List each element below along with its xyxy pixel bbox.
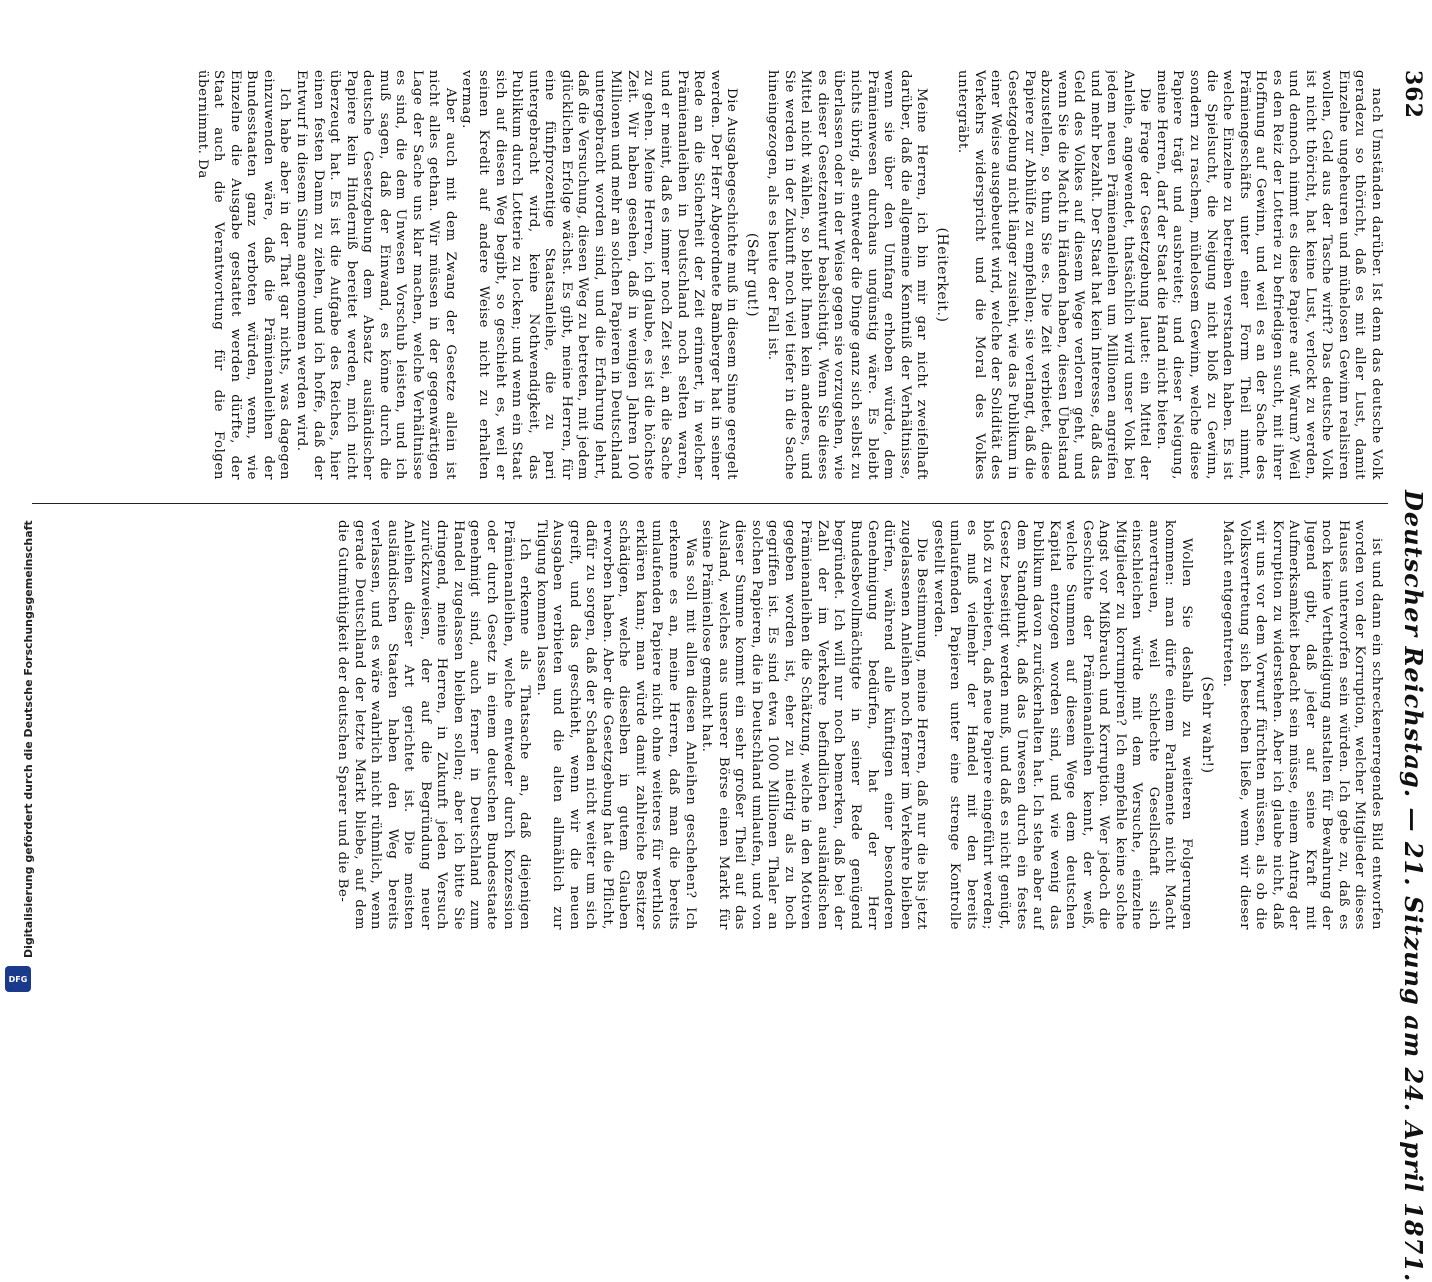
paragraph: Die Bestimmung, meine Herren, daß nur die bis jetzt zugelassenen Anleihen noch ferner im Verkehre bleiben dürfen, während alle künftigen einer besonderen Genehmigung bedürfen, hat der Herr Bundesbevollmächtigte in seiner Rede genügend begründet. Ich will nur noch bemerken, daß bei der Zahl der im Verkehre befindlichen ausländischen Prämienanleihen die Schätzung, welche in den Motiven gegeben worden ist, eher zu niedrig als zu hoch gegriffen ist. Es sind etwa 1000 Millionen Thaler an solchen Papieren, die in Deutschland umlaufen, und von dieser Summe kommt ein sehr großer Theil auf das Ausland, welches aus unserer Börse einen Markt für seine Prämienlose gemacht hat. — [699, 520, 930, 930]
paragraph: Meine Herren, ich bin mir gar nicht zweifelhaft darüber, daß die allgemeine Kenntniß der Verhältnisse, wenn sie über den Umfang erhoben würde, dem Prämienwesen durchaus ungünstig wäre. Es bleibt nichts übrig, als entweder die Dinge ganz sich selbst zu überlassen oder in der Weise gegen sie vorzugehen, wie es dieser Gesetzentwurf beabsichtigt. Wenn Sie dieses Mittel nicht wählen, so bleibt Ihnen kein anderes, und Sie werden in der Zukunft noch viel tiefer in die Sache hineingezogen, als es heute der Fall ist. — [765, 70, 930, 480]
paragraph: Die Ausgabegeschichte muß in diesem Sinne geregelt werden. Der Herr Abgeordnete Bamberger hat in seiner Rede an die Sicherheit der Zeit erinnert, in welcher Prämienanleihen in Deutschland noch selten waren, und er meint, daß es immer noch Zeit sei, an die Sache zu gehen. Meine Herren, ich glaube, es ist die höchste Zeit. Wir haben gesehen, daß in wenigen Jahren 100 Millionen und mehr an solchen Papieren in Deutschland untergebracht worden sind, und die Erfahrung lehrt, daß die Versuchung, diesen Weg zu betreten, mit jedem glücklichen Erfolge wächst. Es gibt, meine Herren, für eine fünfprozentige Staatsanleihe, die zu pari untergebracht wird, keine Nothwendigkeit, das Publikum durch Lotterie zu locken; und wenn ein Staat sich auf diesen Weg begibt, so geschieht es, weil er seinen Kredit auf andere Weise nicht zu erhalten vermag. — [459, 70, 740, 480]
paragraph: Wollen Sie deshalb zu weiteren Folgerungen kommen: man dürfe einem Parlamente nicht Macht anvertrauen, weil schlechte Gesellschaft sich einschleichen würde mit dem Versuche, einzelne Mitglieder zu korrumpiren? Ich empfehle keine solche Angst vor Mißbrauch und Korruption. Wer jedoch die Geschichte der Prämienanleihen kennt, der weiß, welche Summen auf diesem Wege dem deutschen Kapital entzogen worden sind, und wie wenig das Publikum davon zurückerhalten hat. Ich stehe aber auf dem Standpunkt, daß das Unwesen durch ein festes Gesetz beseitigt werden muß, und daß es nicht genügt, bloß zu verbieten, daß neue Papiere eingeführt werden; es muß vielmehr der Handel mit den bereits umlaufenden Papieren unter eine strenge Kontrolle gestellt werden. — [930, 520, 1194, 930]
text-column-right — [44, 520, 1384, 930]
paragraph: Ich erkenne als Thatsache an, daß diejenigen Prämienanleihen, welche entweder durch Konzession oder durch Gesetz in einem deutschen Bundesstaate genehmigt sind, auch ferner in Deutschland zum Handel zugelassen bleiben sollen; aber ich bitte Sie dringend, meine Herren, in Zukunft jeden Versuch zurückzuweisen, der auf die Begründung neuer Anleihen dieser Art gerichtet ist. Die meisten ausländischen Staaten haben den Weg bereits verlassen, und es wäre wahrlich nicht rühmlich, wenn gerade Deutschland der letzte Markt bliebe, auf dem die Gutmüthigkeit der deutschen Sparer und die Be- — [335, 520, 533, 930]
running-title: Deutscher Reichstag. — 21. Sitzung am 24. April 1871. — [1399, 490, 1428, 1282]
interjection: (Sehr wahr!) — [1198, 676, 1215, 774]
funding-notice: Digitalisierung gefördert durch die Deutsche Forschungsgemeinschaft — [22, 520, 35, 958]
paragraph: Ich habe aber in der That gar nichts, was dagegen einzuwenden wäre, daß die Prämienanleihen der Bundesstaaten ganz verboten würden, wenn, wie Einzelne die Ausgabe gestattet werden dürfte, der Staat auch die Verantwortung für die Folgen übernimmt. Da — [194, 70, 293, 480]
column-divider — [28, 503, 1388, 504]
paragraph: Aber auch mit dem Zwang der Gesetze allein ist nicht alles gethan. Wir müssen in der gegenwärtigen Lage der Sache uns klar machen, welche Verhältnisse es sind, die dem Unwesen Vorschub leisten, und ich muß sagen, daß der Einwand, es könne durch die deutsche Gesetzgebung dem Absatz ausländischer Papiere kein Hinderniß bereitet werden, mich nicht überzeugt hat. Es ist die Aufgabe des Reiches, hier einen festen Damm zu ziehen, und ich hoffe, daß der Entwurf in diesem Sinne angenommen werden wird. — [294, 70, 458, 480]
paragraph: Die Frage der Gesetzgebung lautet: ein Mittel der Anleihe, angewendet, thatsächlich wird unser Volk bei jedem neuen Prämienanleihen um Millionen angreifen und mehr bezahlt. Der Staat hat kein Interesse, daß das Geld des Volkes auf diesem Wege verloren geht, und wenn Sie die Macht in Händen haben, diesen Übelstand abzustellen, so thun Sie es. Die Zeit verbietet, diese Papiere zur Abhülfe zu empfehlen; sie verlangt, daß die Gesetzgebung nicht länger zusieht, wie das Publikum in einer Weise ausgebeutet wird, welche der Solidität des Verkehrs widerspricht und die Moral des Volkes untergräbt. — [955, 70, 1153, 480]
text-column-left — [44, 70, 1384, 480]
paragraph: Was soll mit allen diesen Anleihen geschehen? Ich erkenne es an, meine Herren, daß man die bereits umlaufenden Papiere nicht ohne weiteres für werthlos erklären kann; man würde damit zahlreiche Besitzer schädigen, welche dieselben in gutem Glauben erworben haben. Aber die Gesetzgebung hat die Pflicht, dafür zu sorgen, daß der Schaden nicht weiter um sich greift, und das geschieht, wenn wir die neuen Ausgaben verbieten und die alten allmählich zur Tilgung kommen lassen. — [533, 520, 698, 930]
digitization-footer — [2, 0, 35, 1000]
paragraph: ist und dann ein schreckenerregendes Bild entworfen worden von der Korruption, welcher Mitglieder dieses Hauses unterworfen sein würden. Ich gebe zu, daß es noch keine Vertheidigung anstalten für Bewahrung der Jugend gibt, daß jeder auf seine Kraft mit Aufmerksamkeit bedacht sein müsse, einem Antrag der Korruption zu widerstehen. Aber ich glaube nicht, daß wir uns vor dem Vorwurf fürchten müssen, als ob die Volksvertretung sich bestechen ließe, wenn wir dieser Macht entgegentreten. — [1220, 520, 1384, 930]
interjection: (Sehr gut!) — [743, 232, 760, 318]
dfg-logo: DFG — [5, 966, 31, 992]
page-header — [1394, 70, 1428, 1282]
page-number: 362 — [1400, 70, 1426, 119]
paragraph: nach Umständen darüber. Ist denn das deutsche Volk geradezu so thöricht, daß es mit aller Lust, damit Einzelne ungeheuren und mühelosen Gewinn realisiren wollen, Geld aus der Tasche wirft? Das deutsche Volk ist nicht thöricht, hat keine Lust, verlockt zu werden, und dennoch nimmt es diese Papiere auf. Warum? Weil es den Reiz der Lotterie zu befriedigen sucht, mit ihrer Hoffnung auf Gewinn, und weil es an der Sache des Prämiengeschäfts unter einer Form Theil nimmt, welche Einzelne zu betreiben verstanden haben. Es ist die Spielsucht, die Neigung nicht bloß zu Gewinn, sondern zu raschem, mühelosem Gewinn, welche diese Papiere trägt und ausbreitet; und dieser Neigung, meine Herren, darf der Staat die Hand nicht bieten. — [1153, 70, 1384, 480]
interjection: (Heiterkeit.) — [933, 227, 950, 323]
